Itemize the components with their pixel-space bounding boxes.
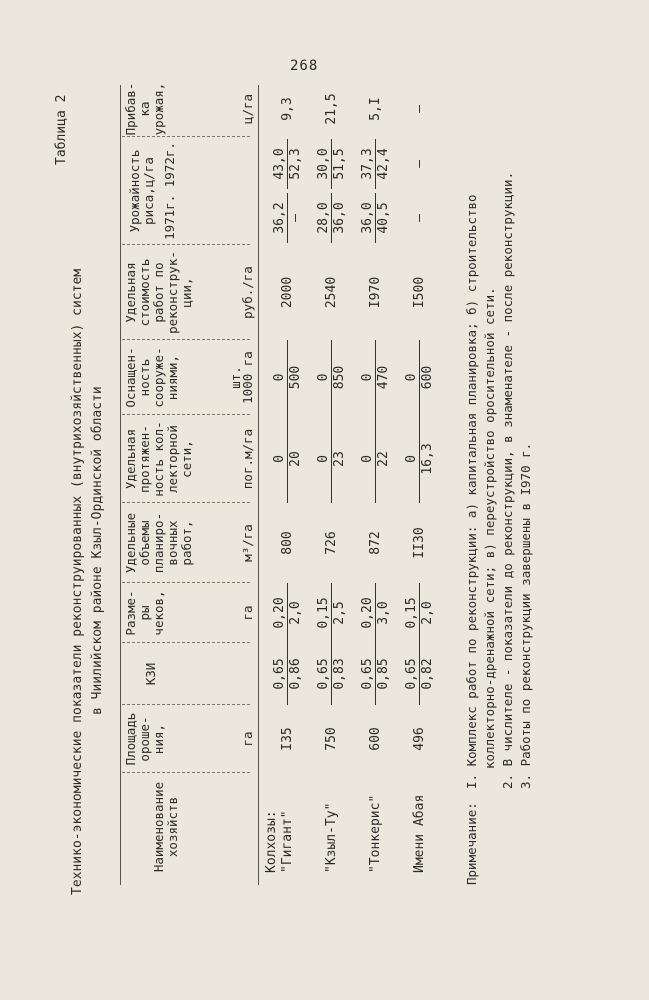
header-collector-length: Удельная протяжен- ность кол- лекторной сети,: [123, 421, 194, 497]
header-top-rule: [120, 85, 121, 885]
planning-value: 726: [324, 531, 339, 555]
area-value: 496: [412, 727, 427, 751]
check-size-fraction: 0,20 2,0: [272, 583, 303, 643]
unit-yield-increase: ц/га: [240, 93, 255, 125]
cost-value: I500: [412, 276, 427, 309]
increase-value: 21,5: [324, 93, 339, 125]
header-bottom-rule: [258, 85, 259, 885]
structures-fraction: 0 850: [316, 340, 347, 415]
group-label-kolkhozes: Колхозы:: [264, 810, 279, 873]
header-kzi: КЗИ: [143, 662, 158, 686]
table-caption: Таблица 2: [54, 94, 69, 165]
planning-value: 800: [280, 531, 295, 555]
kzi-fraction: 0,65 0,83: [316, 643, 347, 705]
kzi-fraction: 0,65 0,82: [404, 643, 435, 705]
collector-fraction: 0 22: [360, 415, 391, 503]
table-title-line2: в Чиилийском районе Кзыл-Ординской области: [90, 386, 105, 715]
farm-name: Имени Абая: [412, 794, 427, 873]
kzi-fraction: 0,65 0,85: [360, 643, 391, 705]
cost-value: 2000: [280, 276, 295, 309]
structures-fraction: 0 600: [404, 340, 435, 415]
header-yield-increase: Прибав- ка урожая,: [123, 82, 166, 136]
unit-check-size: га: [240, 605, 255, 621]
yield-1972-value: –: [412, 160, 427, 168]
unit-collector-length: пог.м/га: [240, 428, 255, 490]
area-value: 750: [324, 727, 339, 751]
note-1-line-1: I. Комплекс работ по реконструкции: а) капитальная планировка; б) строительство: [464, 194, 479, 789]
planning-value: 872: [368, 531, 383, 555]
structures-fraction: 0 500: [272, 340, 303, 415]
page-number: 268: [290, 58, 319, 74]
note-1-line-2: коллекторно-дренажной сети; в) переустройство оросительной сети.: [482, 287, 497, 769]
area-value: I35: [280, 727, 295, 751]
cost-value: I970: [368, 276, 383, 309]
header-rice-yield: Урожайность риса,ц/га: [127, 149, 156, 233]
yield-1972-fraction: 43,0 52,3: [272, 139, 303, 189]
check-size-fraction: 0,15 2,0: [404, 583, 435, 643]
farm-name: "Кзыл-Ту": [324, 802, 339, 873]
increase-value: –: [412, 105, 427, 113]
check-size-fraction: 0,15 2,5: [316, 583, 347, 643]
yield-1972-fraction: 30,0 51,5: [316, 139, 347, 189]
yield-1972-fraction: 37,3 42,4: [360, 139, 391, 189]
header-structures: Оснащен- ность сооруже- ниями,: [123, 347, 180, 408]
unit-planning-volume: м³/га: [240, 524, 255, 562]
rotated-table-page: [44, 5, 604, 985]
table-title-line1: Технико-экономические показатели реконструированных (внутрихозяйственных) систем: [70, 268, 85, 895]
increase-value: 9,3: [280, 97, 295, 121]
collector-fraction: 0 23: [316, 415, 347, 503]
unit-reconstruction-cost: руб./га: [240, 266, 255, 319]
note-3: 3. Работы по реконструкции завершены в I970 г.: [518, 442, 533, 789]
collector-fraction: 0 20: [272, 415, 303, 503]
yield-1971-fraction: 36,2 –: [272, 193, 303, 243]
yield-1971-value: –: [412, 214, 427, 222]
header-check-size: Разме- ры чеков,: [123, 590, 166, 636]
area-value: 600: [368, 727, 383, 751]
unit-structures: шт. 1000 га: [228, 351, 255, 404]
unit-irrigated-area: га: [240, 731, 255, 747]
increase-value: 5,I: [368, 97, 383, 121]
unit-rice-yield-years: 1971г. 1972г.: [162, 142, 177, 240]
yield-1971-fraction: 28,0 36,0: [316, 193, 347, 243]
planning-value: II30: [412, 527, 427, 559]
notes-label: Примечание:: [464, 802, 479, 885]
header-reconstruction-cost: Удельная стоимость работ по реконструк- ции,: [123, 251, 194, 334]
header-irrigated-area: Площадь ороше- ния,: [123, 712, 166, 766]
farm-name: "Гигант": [280, 810, 295, 873]
kzi-fraction: 0,65 0,86: [272, 643, 303, 705]
header-planning-volume: Удельные объемы планиро- вочных работ,: [123, 512, 194, 574]
farm-name: "Тонкерис": [368, 794, 383, 873]
check-size-fraction: 0,20 3,0: [360, 583, 391, 643]
yield-1971-fraction: 36,0 40,5: [360, 193, 391, 243]
cost-value: 2540: [324, 276, 339, 309]
collector-fraction: 0 16,3: [404, 415, 435, 503]
note-2: 2. В числителе - показатели до реконструкции, в знаменателе - после реконструкции.: [500, 171, 515, 789]
header-farm-name: Наименование хозяйств: [151, 781, 180, 873]
structures-fraction: 0 470: [360, 340, 391, 415]
